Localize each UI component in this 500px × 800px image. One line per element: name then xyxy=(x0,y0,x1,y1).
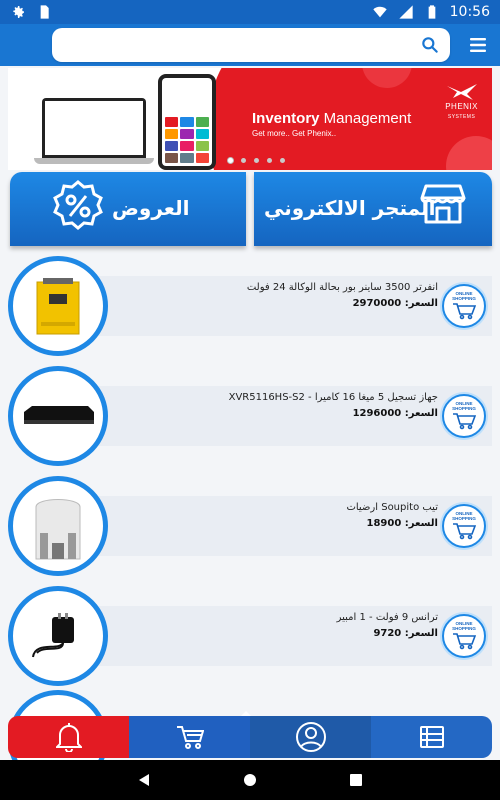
notifications-tab[interactable] xyxy=(8,716,129,758)
product-price: السعر: 18900 xyxy=(366,518,438,529)
percent-badge-icon xyxy=(50,178,106,234)
settings-icon xyxy=(10,4,26,20)
offers-label: العروض xyxy=(112,196,190,220)
carousel-dot[interactable] xyxy=(267,158,272,163)
carousel-dot[interactable] xyxy=(254,158,259,163)
banner-title: Inventory Management xyxy=(252,110,412,127)
product-name: تيب Soupito ارضيات xyxy=(346,502,438,513)
shop-icon xyxy=(420,182,466,226)
carousel-dot[interactable] xyxy=(280,158,285,163)
inverter-image xyxy=(33,274,83,338)
adapter-image xyxy=(28,611,88,661)
product-item[interactable] xyxy=(0,366,500,466)
back-icon[interactable] xyxy=(137,773,151,787)
cart-icon xyxy=(452,302,476,320)
system-navigation xyxy=(0,760,500,800)
signal-icon xyxy=(398,4,414,20)
product-image[interactable] xyxy=(8,586,108,686)
profile-tab[interactable] xyxy=(250,716,371,758)
product-image[interactable] xyxy=(8,476,108,576)
search-input[interactable] xyxy=(52,28,450,62)
menu-icon[interactable] xyxy=(468,35,488,55)
bottom-nav xyxy=(8,716,492,758)
carousel-dot[interactable] xyxy=(241,158,246,163)
search-icon[interactable] xyxy=(420,35,440,55)
phenix-logo: PHENIX SYSTEMS xyxy=(445,84,478,120)
product-item[interactable] xyxy=(0,476,500,576)
product-item[interactable] xyxy=(0,256,500,356)
online-store-button[interactable] xyxy=(254,172,492,246)
promo-banner[interactable] xyxy=(8,68,492,170)
carousel-dots[interactable] xyxy=(228,158,285,163)
bell-icon xyxy=(56,722,82,752)
online-shopping-button[interactable]: ONLINE SHOPPING xyxy=(442,614,486,658)
carousel-dot[interactable] xyxy=(228,158,233,163)
sim-card-icon xyxy=(36,4,52,20)
list-icon xyxy=(420,726,444,748)
product-price: السعر: 2970000 xyxy=(352,298,438,309)
cart-icon xyxy=(176,725,204,749)
floor-duct-image xyxy=(30,489,86,563)
offers-button[interactable] xyxy=(10,172,246,246)
cart-tab[interactable] xyxy=(129,716,250,758)
app-bar xyxy=(0,24,500,66)
menu-list-tab[interactable] xyxy=(371,716,492,758)
wifi-icon xyxy=(372,4,388,20)
product-image[interactable] xyxy=(8,366,108,466)
dvr-image xyxy=(20,404,96,428)
recents-icon[interactable] xyxy=(349,773,363,787)
cart-icon xyxy=(452,412,476,430)
home-icon[interactable] xyxy=(243,773,257,787)
product-name: انفرتر 3500 ساينر بور بحالة الوكالة 24 فولت xyxy=(246,282,438,293)
profile-icon xyxy=(295,721,327,753)
product-name: ترانس 9 فولت - 1 امبير xyxy=(336,612,438,623)
online-shopping-button[interactable]: ONLINE SHOPPING xyxy=(442,504,486,548)
status-time: 10:56 xyxy=(449,4,490,20)
online-shopping-button[interactable]: ONLINE SHOPPING xyxy=(442,284,486,328)
store-label: المتجر الالكتروني xyxy=(264,196,436,220)
cart-icon xyxy=(452,522,476,540)
product-price: السعر: 1296000 xyxy=(352,408,438,419)
battery-icon xyxy=(424,4,440,20)
online-shopping-button[interactable]: ONLINE SHOPPING xyxy=(442,394,486,438)
laptop-image xyxy=(34,98,154,164)
product-name: جهاز تسجيل 5 ميغا 16 كاميرا - XVR5116HS-S2 xyxy=(228,392,438,403)
product-image[interactable] xyxy=(8,256,108,356)
phone-image xyxy=(158,74,216,170)
product-price: السعر: 9720 xyxy=(373,628,438,639)
product-item[interactable] xyxy=(0,586,500,686)
banner-subtitle: Get more.. Get Phenix.. xyxy=(252,129,337,138)
status-bar xyxy=(0,0,500,24)
cart-icon xyxy=(452,632,476,650)
